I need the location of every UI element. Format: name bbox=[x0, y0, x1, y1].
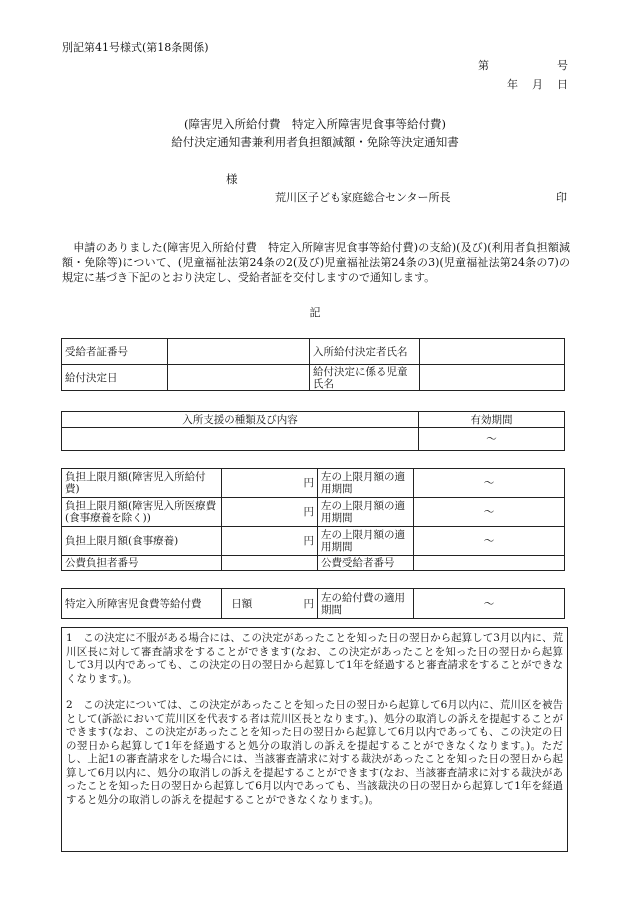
meal-benefit-period-label: 左の給付費の適用期間 bbox=[318, 589, 414, 619]
appeal-notes-box bbox=[61, 627, 568, 852]
child-name-label: 給付決定に係る児童氏名 bbox=[310, 365, 420, 391]
recipient-info-table bbox=[61, 338, 565, 391]
period-value: ～ bbox=[419, 428, 565, 451]
sender-name: 荒川区子ども家庭総合センター所長 bbox=[275, 191, 451, 204]
decision-date-value bbox=[168, 365, 310, 391]
meal-benefit-unit: 円 bbox=[262, 589, 318, 619]
burden-limit-period-label-1: 左の上限月額の適用期間 bbox=[318, 469, 414, 498]
date-year: 年 bbox=[507, 78, 518, 91]
document-title-line2: 給付決定通知書兼利用者負担額減額・免除等決定通知書 bbox=[171, 135, 459, 149]
burden-limit-label-1: 負担上限月額(障害児入所給付費) bbox=[62, 469, 222, 498]
support-type-value bbox=[62, 428, 419, 451]
admission-decision-name-value bbox=[420, 339, 565, 365]
burden-limit-label-3: 負担上限月額(食事療養) bbox=[62, 527, 222, 556]
document-title-line1: (障害児入所給付費 特定入所障害児食事等給付費) bbox=[184, 117, 446, 131]
meal-benefit-label: 特定入所障害児食費等給付費 bbox=[62, 589, 222, 619]
public-recipient-number-value bbox=[414, 556, 565, 571]
burden-limit-unit-3: 円 bbox=[222, 527, 318, 556]
meal-benefit-daily-label: 日額 bbox=[222, 589, 262, 619]
burden-limit-label-2: 負担上限月額(障害児入所医療費(食事療養を除く)) bbox=[62, 498, 222, 527]
period-header: 有効期間 bbox=[419, 412, 565, 428]
date-day: 日 bbox=[557, 78, 568, 91]
burden-limit-table bbox=[61, 468, 565, 571]
date-month: 月 bbox=[532, 78, 543, 91]
seal-mark: 印 bbox=[556, 191, 567, 204]
appeal-note-2: 2 この決定については、この決定があったことを知った日の翌日から起算して6月以内に、荒川区を被告として(訴訟において荒川区を代表する者は荒川区長となります。)、処分の取消しの訴えを提起することができます(なお、この決定があったことを知った日の翌日から起算して6月以内であっても、この決定の日の翌日から起算して1年を経過すると処分の取消しの訴えを提起することができなくなります。)。ただし、上記1の審査請求をした場合には、当該審査請求に対する裁決があったことを知った日の翌日から起算して6月以内に、処分の取消しの訴えを提起することができます(なお、当該審査請求に対する裁決があったことを知った日の翌日から起算して6月以内であっても、当該裁決の日の翌日から起算して1年を経過すると処分の取消しの訴えを提起することができなくなります。)。 bbox=[66, 699, 563, 806]
issue-date bbox=[507, 78, 568, 92]
public-payer-number-value bbox=[222, 556, 318, 571]
ki-heading: 記 bbox=[309, 306, 321, 319]
appeal-note-1: 1 この決定に不服がある場合には、この決定があったことを知った日の翌日から起算して3月以内に、荒川区長に対して審査請求をすることができます(なお、この決定があったことを知った日の翌日から起算して3月以内であっても、この決定の日の翌日から起算して1年を経過すると審査請求をすることができなくなります。)。 bbox=[66, 632, 563, 685]
intro-paragraph: 申請のありました(障害児入所給付費 特定入所障害児食事等給付費)の支給)(及び)(利用者負担額減額・免除等)について、(児童福祉法第24条の2(及び)児童福祉法第24条の3)(児童福祉法第24条の7)の規定に基づき下記のとおり決定し、受給者証を交付しますので通知します。 bbox=[62, 241, 570, 284]
document-number-suffix: 号 bbox=[557, 59, 568, 72]
decision-date-label: 給付決定日 bbox=[62, 365, 168, 391]
burden-limit-period-label-2: 左の上限月額の適用期間 bbox=[318, 498, 414, 527]
admission-decision-name-label: 入所給付決定者氏名 bbox=[310, 339, 420, 365]
support-type-header: 入所支援の種類及び内容 bbox=[62, 412, 419, 428]
form-identifier: 別記第41号様式(第18条関係) bbox=[62, 41, 209, 54]
child-name-value bbox=[420, 365, 565, 391]
burden-limit-period-3: ～ bbox=[414, 527, 565, 556]
addressee-honorific: 様 bbox=[226, 172, 238, 186]
public-recipient-number-label: 公費受給者番号 bbox=[318, 556, 414, 571]
public-payer-number-label: 公費負担者番号 bbox=[62, 556, 222, 571]
document-number-label: 第 bbox=[478, 59, 489, 72]
recipient-number-label: 受給者証番号 bbox=[62, 339, 168, 365]
recipient-number-value bbox=[168, 339, 310, 365]
burden-limit-period-2: ～ bbox=[414, 498, 565, 527]
burden-limit-period-label-3: 左の上限月額の適用期間 bbox=[318, 527, 414, 556]
meal-benefit-period: ～ bbox=[414, 589, 565, 619]
burden-limit-period-1: ～ bbox=[414, 469, 565, 498]
burden-limit-unit-1: 円 bbox=[222, 469, 318, 498]
meal-benefit-table bbox=[61, 588, 565, 619]
burden-limit-unit-2: 円 bbox=[222, 498, 318, 527]
support-type-table bbox=[61, 411, 565, 451]
